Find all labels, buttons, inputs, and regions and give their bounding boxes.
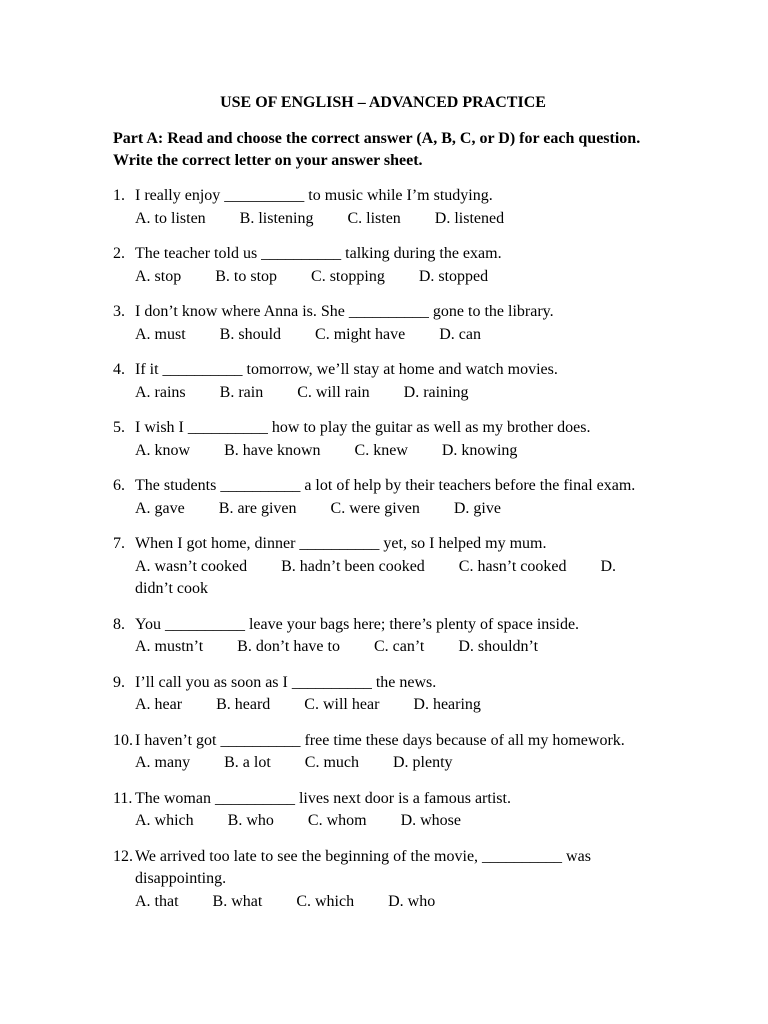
question-text: I don’t know where Anna is. She __________ gone to the library. <box>135 303 554 320</box>
question-text: When I got home, dinner __________ yet, so I helped my mum. <box>135 535 547 552</box>
question-body <box>135 730 653 775</box>
option-b: B. should <box>219 325 282 343</box>
answer-options <box>135 208 653 231</box>
option-d: D. can <box>439 325 481 343</box>
option-b: B. are given <box>218 499 297 517</box>
question-item <box>113 730 653 775</box>
question-body <box>135 533 653 601</box>
option-a: A. stop <box>135 267 182 285</box>
option-d: D. raining <box>403 383 469 401</box>
instructions-line: Part A: Read and choose the correct answer (A, B, C, or D) for each question. <box>113 130 641 147</box>
option-a: A. many <box>135 754 191 771</box>
question-text: I wish I __________ how to play the guitar as well as my brother does. <box>135 419 591 436</box>
option-d: D. knowing <box>441 441 518 459</box>
option-a: A. rains <box>135 383 186 401</box>
option-c: C. listen <box>347 209 401 227</box>
question-body <box>135 359 653 404</box>
option-c: C. will rain <box>297 383 370 401</box>
option-b: B. who <box>227 812 274 829</box>
question-list <box>113 185 653 913</box>
answer-options <box>135 266 653 289</box>
question-number: 12. <box>113 847 133 865</box>
question-item <box>113 846 653 914</box>
question-item <box>113 533 653 601</box>
option-c: C. which <box>296 892 355 910</box>
question-item <box>113 359 653 404</box>
question-body <box>135 417 653 462</box>
question-text: You __________ leave your bags here; there’s plenty of space inside. <box>135 615 580 633</box>
option-a: A. to listen <box>135 209 206 227</box>
answer-options <box>135 556 653 601</box>
option-c: C. might have <box>315 325 406 343</box>
question-number: 10. <box>113 731 133 749</box>
answer-options <box>135 891 653 914</box>
instructions <box>113 128 653 172</box>
document-page <box>113 92 653 926</box>
option-b: B. rain <box>219 383 264 401</box>
question-number: 1. <box>113 187 125 204</box>
option-a: A. hear <box>135 696 183 713</box>
option-c: C. will hear <box>304 696 380 713</box>
option-d: D. hearing <box>413 696 481 713</box>
option-c: C. much <box>304 754 359 771</box>
question-item <box>113 301 653 346</box>
question-text: The students __________ a lot of help by their teachers before the final exam. <box>135 477 636 494</box>
question-text: I haven’t got __________ free time these days because of all my homework. <box>135 731 625 749</box>
question-text: I really enjoy __________ to music while I’m studying. <box>135 187 493 204</box>
question-number: 11. <box>113 789 133 807</box>
answer-options <box>135 636 653 659</box>
question-body <box>135 788 653 833</box>
option-a: A. gave <box>135 499 185 517</box>
option-d: D. shouldn’t <box>458 638 539 655</box>
question-number: 2. <box>113 245 125 262</box>
question-text: If it __________ tomorrow, we’ll stay at home and watch movies. <box>135 361 558 378</box>
question-number: 7. <box>113 535 125 552</box>
option-b: B. to stop <box>215 267 278 285</box>
option-d: D. whose <box>400 812 461 829</box>
option-d: D. stopped <box>418 267 489 285</box>
question-body <box>135 672 653 717</box>
instructions-line: Write the correct letter on your answer sheet. <box>113 152 423 169</box>
question-text: We arrived too late to see the beginning of the movie, __________ was disappointing. <box>135 847 591 887</box>
question-text: The woman __________ lives next door is a famous artist. <box>135 789 511 807</box>
question-item <box>113 417 653 462</box>
option-b: B. a lot <box>224 754 271 771</box>
question-number: 3. <box>113 303 125 320</box>
question-number: 5. <box>113 419 125 436</box>
question-number: 8. <box>113 615 125 633</box>
answer-options <box>135 694 653 717</box>
option-a: A. that <box>135 892 179 910</box>
option-d: D. didn’t cook <box>135 557 617 597</box>
question-body <box>135 243 653 288</box>
question-body <box>135 475 653 520</box>
option-c: C. can’t <box>373 638 425 655</box>
option-c: C. stopping <box>311 267 385 285</box>
question-text: The teacher told us __________ talking during the exam. <box>135 245 502 262</box>
option-b: B. don’t have to <box>237 638 340 655</box>
option-d: D. who <box>388 892 436 910</box>
option-b: B. hadn’t been cooked <box>281 557 425 575</box>
question-item <box>113 672 653 717</box>
option-c: C. were given <box>330 499 420 517</box>
question-body <box>135 185 653 230</box>
option-c: C. whom <box>307 812 367 829</box>
answer-options <box>135 810 653 833</box>
answer-options <box>135 382 653 405</box>
option-b: B. what <box>212 892 263 910</box>
question-item <box>113 243 653 288</box>
option-b: B. have known <box>224 441 321 459</box>
question-item <box>113 475 653 520</box>
option-b: B. heard <box>216 696 271 713</box>
document-title: USE OF ENGLISH – ADVANCED PRACTICE <box>220 94 546 111</box>
option-a: A. must <box>135 325 186 343</box>
option-a: A. which <box>135 812 194 829</box>
question-body <box>135 846 653 914</box>
answer-options <box>135 324 653 347</box>
option-c: C. hasn’t cooked <box>458 557 567 575</box>
option-d: D. listened <box>434 209 505 227</box>
answer-options <box>135 440 653 463</box>
question-text: I’ll call you as soon as I __________ the news. <box>135 673 437 691</box>
option-a: A. wasn’t cooked <box>135 557 248 575</box>
question-body <box>135 301 653 346</box>
option-d: D. give <box>453 499 501 517</box>
question-number: 9. <box>113 673 125 691</box>
option-a: A. know <box>135 441 191 459</box>
question-number: 6. <box>113 477 125 494</box>
question-number: 4. <box>113 361 125 378</box>
option-a: A. mustn’t <box>135 638 204 655</box>
answer-options <box>135 752 653 775</box>
option-c: C. knew <box>354 441 408 459</box>
question-body <box>135 614 653 659</box>
answer-options <box>135 498 653 521</box>
question-item <box>113 185 653 230</box>
question-item <box>113 788 653 833</box>
question-item <box>113 614 653 659</box>
option-d: D. plenty <box>393 754 453 771</box>
option-b: B. listening <box>239 209 314 227</box>
